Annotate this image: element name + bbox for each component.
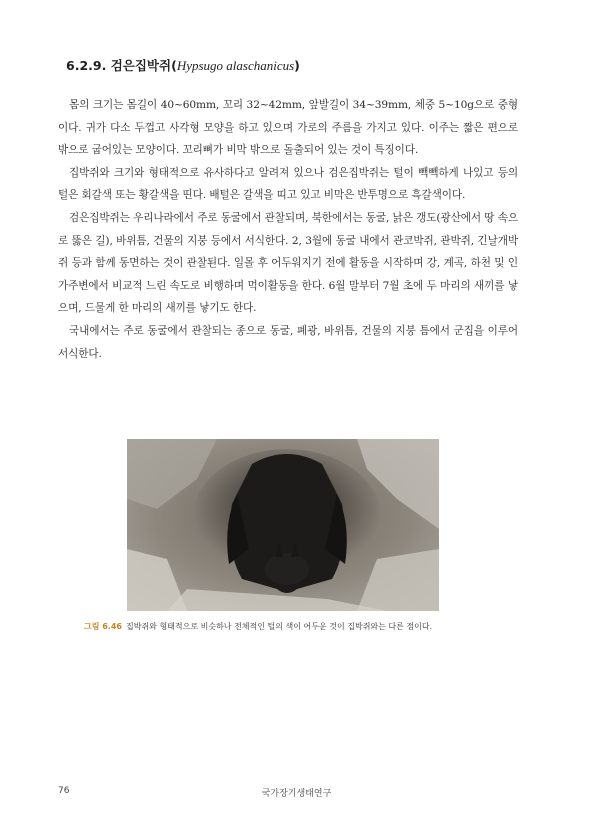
paragraph-domestic: 국내에서는 주로 동굴에서 관찰되는 종으로 동굴, 폐광, 바위틈, 건물의 지붕 틈에서 군집을 이루어 서식한다. [58,324,518,360]
section-number: 6.2.9. [66,58,107,73]
paragraph-size: 몸의 크기는 몸길이 40~60mm, 꼬리 32~42mm, 앞발길이 34~39mm, 체중 5~10g으로 중형이다. 귀가 다소 두껍고 사각형 모양을 하고 있으며 가로의 주름을 가지고 있다. 이주는 짧은 편으로 밖으로 굽어있는 모양이다. 꼬리뼈가 비막 밖으로 돌출되어 있는 것이 특징이다. [58,99,518,157]
body-text [58,94,518,365]
section-heading: 6.2.9. 검은집박쥐(Hypsugo alaschanicus) [66,58,300,73]
bat-photo [127,439,439,611]
section-title: 검은집박쥐 [110,58,172,73]
figure-label: 그림 6.46 [84,622,122,631]
figure-caption [84,621,524,632]
scientific-name: Hypsugo alaschanicus [176,58,295,73]
footer-publisher: 국가장기생태연구 [261,789,332,799]
page-number: 76 [58,786,70,796]
paragraph-habitat: 검은집박쥐는 우리나라에서 주로 동굴에서 관찰되며, 북한에서는 동굴, 낡은 갱도(광산에서 땅 속으로 뚫은 길), 바위틈, 건물의 지붕 등에서 서식한다. 2, 3월에 동굴 내에서 관코박쥐, 관박쥐, 긴날개박쥐 등과 함께 동면하는 것이 관찰된다. 일몰 후 어두워지기 전에 활동을 시작하며 강, 계곡, 하천 및 인가주변에서 비교적 느린 속도로 비행하며 먹이활동을 한다. 6월 말부터 7월 초에 두 마리의 새끼를 낳으며, 드물게 한 마리의 새끼를 낳기도 한다. [58,211,518,315]
figure-caption-text: 집박쥐와 형태적으로 비슷하나 전체적인 털의 색이 어두운 것이 집박쥐와는 다른 점이다. [125,622,433,631]
paragraph-comparison: 집박쥐와 크기와 형태적으로 유사하다고 알려져 있으나 검은집박쥐는 털이 빽빽하게 나있고 등의 털은 회갈색 또는 황갈색을 띤다. 배털은 갈색을 띠고 있고 비막은 반투명으로 흑갈색이다. [58,166,518,202]
